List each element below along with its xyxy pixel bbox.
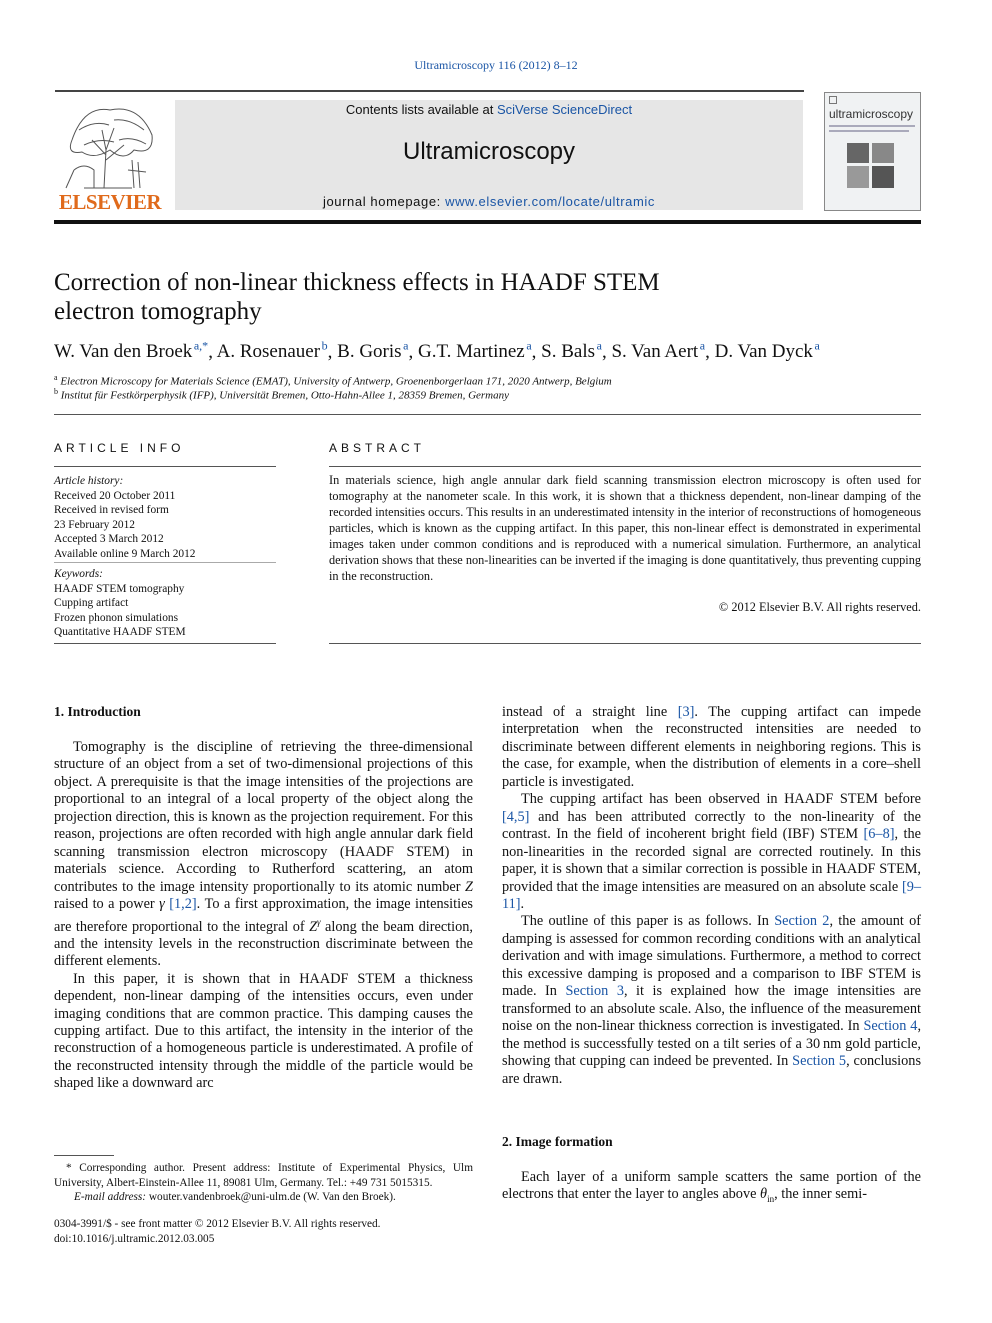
cover-title: ultramicroscopy xyxy=(829,107,914,121)
intro-text xyxy=(54,739,473,1093)
journal-title: Ultramicroscopy xyxy=(402,138,576,165)
author: S. Van Aert $^a$ xyxy=(611,339,706,363)
affiliation: $^b$ Institut für Festkörperphysik (IFP), Universität Bremen, Otto-Hahn-Allee 1, 28359 Bremen, Germany xyxy=(54,387,509,402)
paragraph: In this paper, it is shown that in HAADF STEM a thickness dependent, non-linear damping of the intensities occurs, even under imaging conditions that are common practice. This damping causes the cupping artifact. Due to this artifact, the intensity in the interior of the reconstruction of a homogeneous particle is underestimated. A profile of the reconstructed intensity through the middle of the particle would be shaped like a downward arc xyxy=(54,970,473,1092)
title-line: Correction of non-linear thickness effects in HAADF STEM xyxy=(54,269,660,296)
cover-line xyxy=(829,130,909,132)
citation-link[interactable]: [9–11] xyxy=(502,878,921,912)
divider xyxy=(54,466,276,467)
homepage-prefix: journal homepage: xyxy=(322,194,446,209)
paragraph: instead of a straight line [3]. The cupping artifact can impede interpretation when the reconstructed intensities are needed to discriminate between different elements in neighboring regions. This is the case, for example, when the distribution of elements in a core–shell particle is investigated. xyxy=(502,704,921,790)
article-info-heading: ARTICLE INFO xyxy=(54,441,185,455)
paragraph: Tomography is the discipline of retrieving the three-dimensional structure of an object from a set of two-dimensional projections of this object. A prerequisite is that the image intensities of the projections are proportional to an integral of a local property of the object along the projection direction, this is known as the projection requirement. For this reason, projections are often recorded with high angle annular dark field scanning transmission electron microscopy (HAADF STEM) in materials science. According to Rutherford scattering, an atom contributes to the image intensity proportionally to its atomic number Z raised to a power γ [1,2]. To a first approximation, the image intensities are therefore proportional to the integral of $Z^\gamma$ along the beam direction, and the intensity levels in the reconstruction discriminate between the different elements. xyxy=(54,739,474,970)
journal-banner xyxy=(175,100,803,210)
cover-logo-icon xyxy=(829,96,837,104)
abstract-copyright: © 2012 Elsevier B.V. All rights reserved. xyxy=(718,600,921,614)
footnote-text: * Corresponding author. Present address: Institute of Experimental Physics, Ulm University, Albert-Einstein-Allee 11, 89081 Ulm, Germany. Tel.: +49 731 5015315. xyxy=(54,1162,473,1189)
keywords xyxy=(54,567,276,640)
cover-image xyxy=(872,166,894,188)
divider xyxy=(54,562,276,563)
keyword: HAADF STEM tomography xyxy=(54,582,185,595)
abstract-text: In materials science, high angle annular dark field scanning transmission electron microscopy is often used for tomography at the nanometer scale. In this work, it is shown that a thickness dependent, non-linear damping of the recorded intensities occurs. This results in an underestimated intensity in the interior of reconstructions of homogeneous particles, which is known as the cupping artifact. In this paper, this non-linear effect is demonstrated in experimental images taken under common conditions and is reproduced with a numerical simulation. Furthermore, an analytical derivation shows that these non-linearities can be inverted if the imaging is done quantitatively, thus preventing cupping in the reconstruction. xyxy=(329,473,921,583)
author-list: W. Van den Broek $^{a,*}$, A. Rosenauer $^b$, B. Goris $^a$, G.T. Martinez $^a$, S. Bals $^a$, S. Van Aert $^a$, D. Van Dyck $^a$ xyxy=(54,339,820,363)
homepage-line xyxy=(175,194,803,209)
journal-reference[interactable]: Ultramicroscopy 116 (2012) 8–12 xyxy=(414,58,578,72)
citation-link[interactable]: [6–8] xyxy=(863,826,895,843)
cover-image xyxy=(847,143,869,163)
keyword: Cupping artifact xyxy=(54,597,129,609)
email-line xyxy=(54,1190,473,1205)
keyword: Quantitative HAADF STEM xyxy=(54,626,186,638)
email-address[interactable]: wouter.vandenbroek@uni-ulm.de (W. Van den Broek). xyxy=(146,1191,396,1203)
doi-line[interactable]: doi:10.1016/j.ultramic.2012.03.005 xyxy=(54,1232,215,1245)
header-thick-rule xyxy=(54,220,921,224)
footnote-rule xyxy=(54,1155,114,1156)
elsevier-tree-icon xyxy=(54,100,166,190)
intro-text-continued xyxy=(502,704,921,1088)
section-2-heading: 2. Image formation xyxy=(502,1134,613,1149)
history-item: Available online 9 March 2012 xyxy=(54,547,196,560)
section-link[interactable]: Section 5 xyxy=(792,1053,847,1070)
citation-link[interactable]: [4,5] xyxy=(502,808,530,825)
cover-image xyxy=(847,166,869,188)
history-label: Article history: xyxy=(54,475,124,487)
paragraph: The outline of this paper is as follows. In Section 2, the amount of damping is assessed for common recording conditions with an analytical derivation and with image simulations. Furthermore, a method to correct this excessive damping is proposed and a comparison to IBF STEM is made. In Section 3, it is explained how the image intensities are transformed to an absolute scale. Also, the influence of the measurement noise on the non-linear thickness correction is investigated. In Section 4, the method is successfully tested on a tilt series of a 30 nm gold particle, showing that cupping can indeed be prevented. In Section 5, conclusions are drawn. xyxy=(502,913,922,1087)
contents-prefix: Contents lists available at xyxy=(345,102,497,117)
section-link[interactable]: Section 4 xyxy=(863,1018,918,1035)
history-item: 23 February 2012 xyxy=(54,518,135,531)
keywords-label: Keywords: xyxy=(54,568,103,580)
citation-link[interactable]: [1,2] xyxy=(169,896,197,913)
issn-line: 0304-3991/$ - see front matter © 2012 Elsevier B.V. All rights reserved. xyxy=(54,1218,381,1230)
sciencedirect-link[interactable]: SciVerse ScienceDirect xyxy=(496,102,633,117)
section-link[interactable]: Section 2 xyxy=(774,913,830,930)
affiliation: $^a$ Electron Microscopy for Materials Science (EMAT), University of Antwerp, Groenenborgerlaan 171, 2020 Antwerp, Belgium xyxy=(54,373,612,388)
divider xyxy=(54,414,921,415)
paragraph: The cupping artifact has been observed in HAADF STEM before [4,5] and has been attributed correctly to the non-linearity of the contrast. In the field of incoherent bright field (IBF) STEM [6–8], the non-linearities in the recorded signal are corrected routinely. In this paper, it is shown that a similar correction is possible in HAADF STEM, provided that the image intensities are measured on an absolute scale [9–11]. xyxy=(502,791,921,912)
article-title xyxy=(54,268,754,326)
section-link[interactable]: Section 3 xyxy=(565,983,624,1000)
author: W. Van den Broek $^{a,*}$ xyxy=(54,339,209,363)
contents-line xyxy=(175,102,803,117)
divider xyxy=(329,643,921,644)
section-1-heading: 1. Introduction xyxy=(54,704,141,719)
corresponding-author-note xyxy=(54,1161,473,1205)
title-line: electron tomography xyxy=(54,298,262,325)
journal-cover-thumbnail[interactable] xyxy=(824,92,921,211)
front-matter xyxy=(54,1217,473,1246)
keyword: Frozen phonon simulations xyxy=(54,611,179,624)
publisher-name: ELSEVIER xyxy=(58,190,162,214)
author: D. Van Dyck $^a$ xyxy=(714,339,820,363)
divider xyxy=(329,466,921,467)
email-label: E-mail address: xyxy=(74,1191,147,1203)
history-item: Received in revised form xyxy=(54,504,169,516)
abstract-heading: ABSTRACT xyxy=(329,441,426,455)
header-rule xyxy=(55,90,804,92)
history-item: Received 20 October 2011 xyxy=(54,489,176,502)
author: B. Goris $^a$ xyxy=(337,339,409,363)
author: G.T. Martinez $^a$ xyxy=(417,339,532,363)
paragraph: Each layer of a uniform sample scatters the same portion of the electrons that enter the layer to angles above $\theta_{in}$, the inner semi- xyxy=(502,1169,921,1205)
image-formation-text xyxy=(502,1169,921,1209)
divider xyxy=(54,643,276,644)
cover-image xyxy=(872,143,894,163)
homepage-link[interactable]: www.elsevier.com/locate/ultramic xyxy=(445,194,656,209)
article-history xyxy=(54,474,276,561)
author: S. Bals $^a$ xyxy=(541,339,602,363)
citation-link[interactable]: [3] xyxy=(677,704,695,720)
history-item: Accepted 3 March 2012 xyxy=(54,533,164,545)
author: A. Rosenauer $^b$ xyxy=(216,339,328,363)
cover-line xyxy=(829,125,915,127)
